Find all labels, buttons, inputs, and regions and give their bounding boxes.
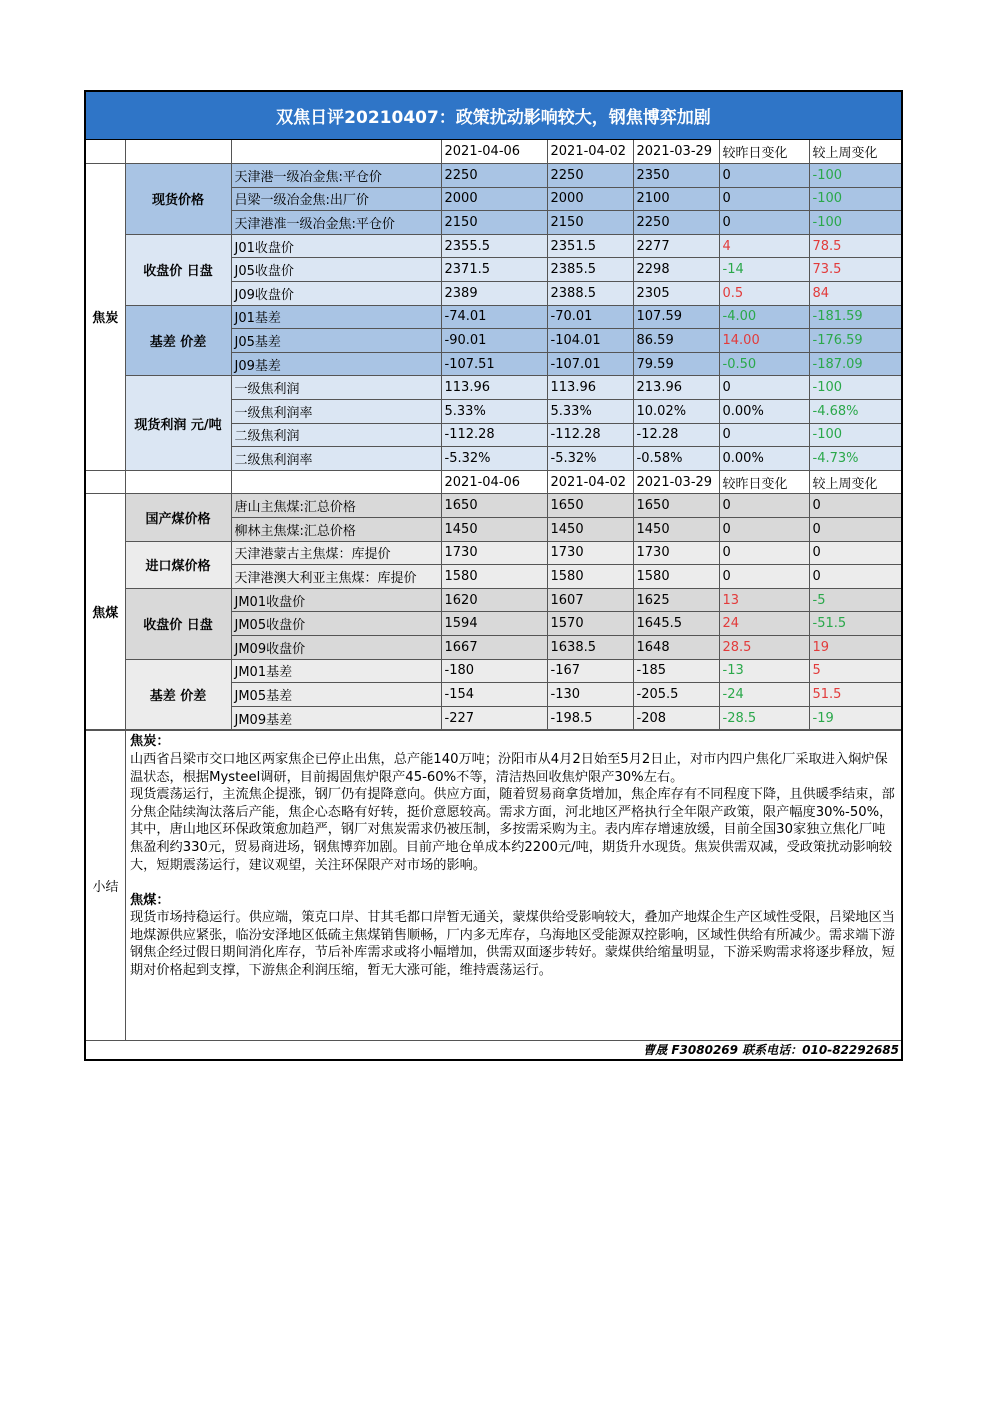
value-cell: 2250 [547,164,633,188]
row-name: 天津港澳大利亚主焦煤：库提价 [231,565,441,589]
value-cell: 1607 [547,588,633,612]
change-cell: -14 [719,258,809,282]
row-name: J09收盘价 [231,282,441,306]
row-name: 唐山主焦煤:汇总价格 [231,494,441,518]
change-cell: -4.00 [719,305,809,329]
header-blank [231,140,441,164]
report-title: 双焦日评20210407：政策扰动影响较大，钢焦博弈加剧 [86,92,901,140]
value-cell: 1580 [633,565,719,589]
column-header: 较上周变化 [809,470,901,494]
value-cell: 1620 [441,588,547,612]
value-cell: 5.33% [441,400,547,424]
row-name: 一级焦利润率 [231,400,441,424]
value-cell: 1730 [633,541,719,565]
value-cell: -74.01 [441,305,547,329]
column-header: 2021-03-29 [633,140,719,164]
value-cell: -227 [441,706,547,730]
change-cell: -28.5 [719,706,809,730]
change-cell: 0 [809,565,901,589]
value-cell: -130 [547,683,633,707]
change-cell: -0.50 [719,352,809,376]
row-name: J05基差 [231,329,441,353]
value-cell: -104.01 [547,329,633,353]
value-cell: 2000 [441,187,547,211]
coke-summary-heading: 焦炭： [130,734,170,750]
data-table [86,140,901,730]
change-cell: 0 [719,518,809,542]
table-row [86,376,901,400]
value-cell: 1570 [547,612,633,636]
change-cell: 19 [809,635,901,659]
value-cell: 1645.5 [633,612,719,636]
header-blank [231,470,441,494]
value-cell: -208 [633,706,719,730]
change-cell: -19 [809,706,901,730]
column-header: 2021-04-02 [547,470,633,494]
change-cell: 0.00% [719,400,809,424]
change-cell: -100 [809,211,901,235]
value-cell: 2371.5 [441,258,547,282]
value-cell: 2298 [633,258,719,282]
row-name: J05收盘价 [231,258,441,282]
row-name: JM05收盘价 [231,612,441,636]
row-name: 二级焦利润率 [231,447,441,471]
change-cell: 24 [719,612,809,636]
value-cell: 2385.5 [547,258,633,282]
coke-section-label: 焦炭 [86,164,125,471]
row-name: J01收盘价 [231,234,441,258]
table-row [86,541,901,565]
value-cell: 107.59 [633,305,719,329]
change-cell: 0.00% [719,447,809,471]
change-cell: 84 [809,282,901,306]
value-cell: -107.51 [441,352,547,376]
value-cell: 2277 [633,234,719,258]
change-cell: 73.5 [809,258,901,282]
table-row [86,164,901,188]
summary-text [126,731,901,1040]
column-header: 2021-04-06 [441,470,547,494]
header-blank [125,140,231,164]
change-cell: -100 [809,423,901,447]
value-cell: 1450 [441,518,547,542]
row-name: 二级焦利润 [231,423,441,447]
value-cell: -107.01 [547,352,633,376]
row-name: 吕梁一级冶金焦:出厂价 [231,187,441,211]
group-label: 进口煤价格 [125,541,231,588]
change-cell: -13 [719,659,809,683]
summary-section [86,730,901,1040]
contact-footer: 曹晟 F3080269 联系电话：010-82292685 [86,1040,901,1059]
group-label: 基差 价差 [125,659,231,730]
table-row [86,494,901,518]
value-cell: 1594 [441,612,547,636]
value-cell: 1667 [441,635,547,659]
row-name: J01基差 [231,305,441,329]
change-cell: 0 [719,211,809,235]
value-cell: 5.33% [547,400,633,424]
summary-label: 小结 [86,731,126,1040]
row-name: JM01基差 [231,659,441,683]
change-cell: -187.09 [809,352,901,376]
change-cell: 0 [719,565,809,589]
value-cell: 2250 [441,164,547,188]
change-cell: 0 [719,494,809,518]
value-cell: 2305 [633,282,719,306]
value-cell: 1580 [441,565,547,589]
change-cell: 0 [719,164,809,188]
coke-summary-paragraph-1: 山西省吕梁市交口地区两家焦企已停止出焦，总产能140万吨；汾阳市从4月2日始至5月2日止，对市内四户焦化厂采取进入焖炉保温状态，根据Mysteel调研，目前揭固焦炉限产45-60%不等，清洁热回收焦炉限产30%左右。 [130,751,888,785]
column-header: 较昨日变化 [719,140,809,164]
group-label: 现货价格 [125,164,231,235]
row-name: JM09基差 [231,706,441,730]
value-cell: 1650 [441,494,547,518]
change-cell: 0 [719,376,809,400]
value-cell: 10.02% [633,400,719,424]
value-cell: 2350 [633,164,719,188]
change-cell: 28.5 [719,635,809,659]
column-header: 2021-04-06 [441,140,547,164]
table-row [86,234,901,258]
value-cell: 79.59 [633,352,719,376]
value-cell: -180 [441,659,547,683]
value-cell: 1450 [547,518,633,542]
value-cell: -0.58% [633,447,719,471]
value-cell: 1730 [441,541,547,565]
change-cell: 14.00 [719,329,809,353]
change-cell: 0 [719,423,809,447]
row-name: 一级焦利润 [231,376,441,400]
group-label: 收盘价 日盘 [125,234,231,305]
row-name: 天津港蒙古主焦煤：库提价 [231,541,441,565]
change-cell: 0 [719,187,809,211]
value-cell: -112.28 [441,423,547,447]
change-cell: -5 [809,588,901,612]
coal-section-label: 焦煤 [86,494,125,730]
change-cell: 0 [809,518,901,542]
header-blank [125,470,231,494]
value-cell: 2351.5 [547,234,633,258]
value-cell: -167 [547,659,633,683]
value-cell: -198.5 [547,706,633,730]
row-name: J09基差 [231,352,441,376]
value-cell: 2150 [441,211,547,235]
value-cell: 113.96 [441,376,547,400]
change-cell: -181.59 [809,305,901,329]
value-cell: 2150 [547,211,633,235]
row-name: 天津港准一级冶金焦:平仓价 [231,211,441,235]
change-cell: 0 [809,494,901,518]
value-cell: -154 [441,683,547,707]
change-cell: -100 [809,164,901,188]
coke-summary-paragraph-2: 现货震荡运行，主流焦企提涨，钢厂仍有提降意向。供应方面，随着贸易商拿货增加，焦企库存有不同程度下降，且供暖季结束，部分焦企陆续淘汰落后产能，焦企心态略有好转，挺价意愿较高。需求方面，河北地区严格执行全年限产政策，限产幅度30%-50%，其中，唐山地区环保政策愈加趋严，钢厂对焦炭需求仍被压制，多按需采购为主。表内库存增速放缓，目前全国30家独立焦化厂吨焦盈利约330元，贸易商进场，钢焦博弈加剧。目前产地仓单成本约2200元/吨，期货升水现货。焦炭供需双减，受政策扰动影响较大，短期震荡运行，建议观望，关注环保限产对市场的影响。 [130,787,895,873]
value-cell: 1580 [547,565,633,589]
change-cell: -176.59 [809,329,901,353]
value-cell: -112.28 [547,423,633,447]
column-header: 2021-03-29 [633,470,719,494]
group-label: 现货利润 元/吨 [125,376,231,470]
value-cell: -5.32% [441,447,547,471]
coke-header-row [86,140,901,164]
report-sheet [84,90,903,1061]
value-cell: -90.01 [441,329,547,353]
value-cell: -185 [633,659,719,683]
coal-header-row [86,470,901,494]
value-cell: 2389 [441,282,547,306]
change-cell: -100 [809,376,901,400]
value-cell: 1450 [633,518,719,542]
row-name: JM01收盘价 [231,588,441,612]
row-name: JM05基差 [231,683,441,707]
group-label: 国产煤价格 [125,494,231,541]
value-cell: 86.59 [633,329,719,353]
change-cell: 0.5 [719,282,809,306]
value-cell: 2000 [547,187,633,211]
column-header: 2021-04-02 [547,140,633,164]
value-cell: -205.5 [633,683,719,707]
group-label: 基差 价差 [125,305,231,376]
row-name: 柳林主焦煤:汇总价格 [231,518,441,542]
table-row [86,588,901,612]
change-cell: 0 [719,541,809,565]
change-cell: 78.5 [809,234,901,258]
value-cell: -5.32% [547,447,633,471]
change-cell: -4.73% [809,447,901,471]
value-cell: 1625 [633,588,719,612]
change-cell: -51.5 [809,612,901,636]
value-cell: 2388.5 [547,282,633,306]
value-cell: 1650 [547,494,633,518]
coal-summary-paragraph-1: 现货市场持稳运行。供应端，策克口岸、甘其毛都口岸暂无通关，蒙煤供给受影响较大，叠加产地煤企生产区域性受限，吕梁地区当地煤源供应紧张，临汾安泽地区低硫主焦煤销售顺畅，厂内多无库存，乌海地区受能源双控影响，区域性供给有所减少。需求端下游钢焦企经过假日期间消化库存，节后补库需求或将小幅增加，供需双面逐步转好。蒙煤供给缩量明显，下游采购需求将逐步释放，短期对价格起到支撑，下游焦企利润压缩，暂无大涨可能，维持震荡运行。 [130,910,895,979]
header-blank [86,470,125,494]
table-row [86,659,901,683]
value-cell: 1638.5 [547,635,633,659]
row-name: JM09收盘价 [231,635,441,659]
group-label: 收盘价 日盘 [125,588,231,659]
value-cell: 2250 [633,211,719,235]
value-cell: 1730 [547,541,633,565]
change-cell: 51.5 [809,683,901,707]
change-cell: 4 [719,234,809,258]
header-blank [86,140,125,164]
value-cell: 113.96 [547,376,633,400]
value-cell: -70.01 [547,305,633,329]
change-cell: -4.68% [809,400,901,424]
column-header: 较上周变化 [809,140,901,164]
change-cell: 5 [809,659,901,683]
row-name: 天津港一级冶金焦:平仓价 [231,164,441,188]
value-cell: 2355.5 [441,234,547,258]
value-cell: 1648 [633,635,719,659]
value-cell: 213.96 [633,376,719,400]
change-cell: 13 [719,588,809,612]
value-cell: 2100 [633,187,719,211]
change-cell: 0 [809,541,901,565]
table-row [86,305,901,329]
value-cell: 1650 [633,494,719,518]
change-cell: -100 [809,187,901,211]
value-cell: -12.28 [633,423,719,447]
change-cell: -24 [719,683,809,707]
coal-summary-heading: 焦煤： [130,892,170,908]
column-header: 较昨日变化 [719,470,809,494]
